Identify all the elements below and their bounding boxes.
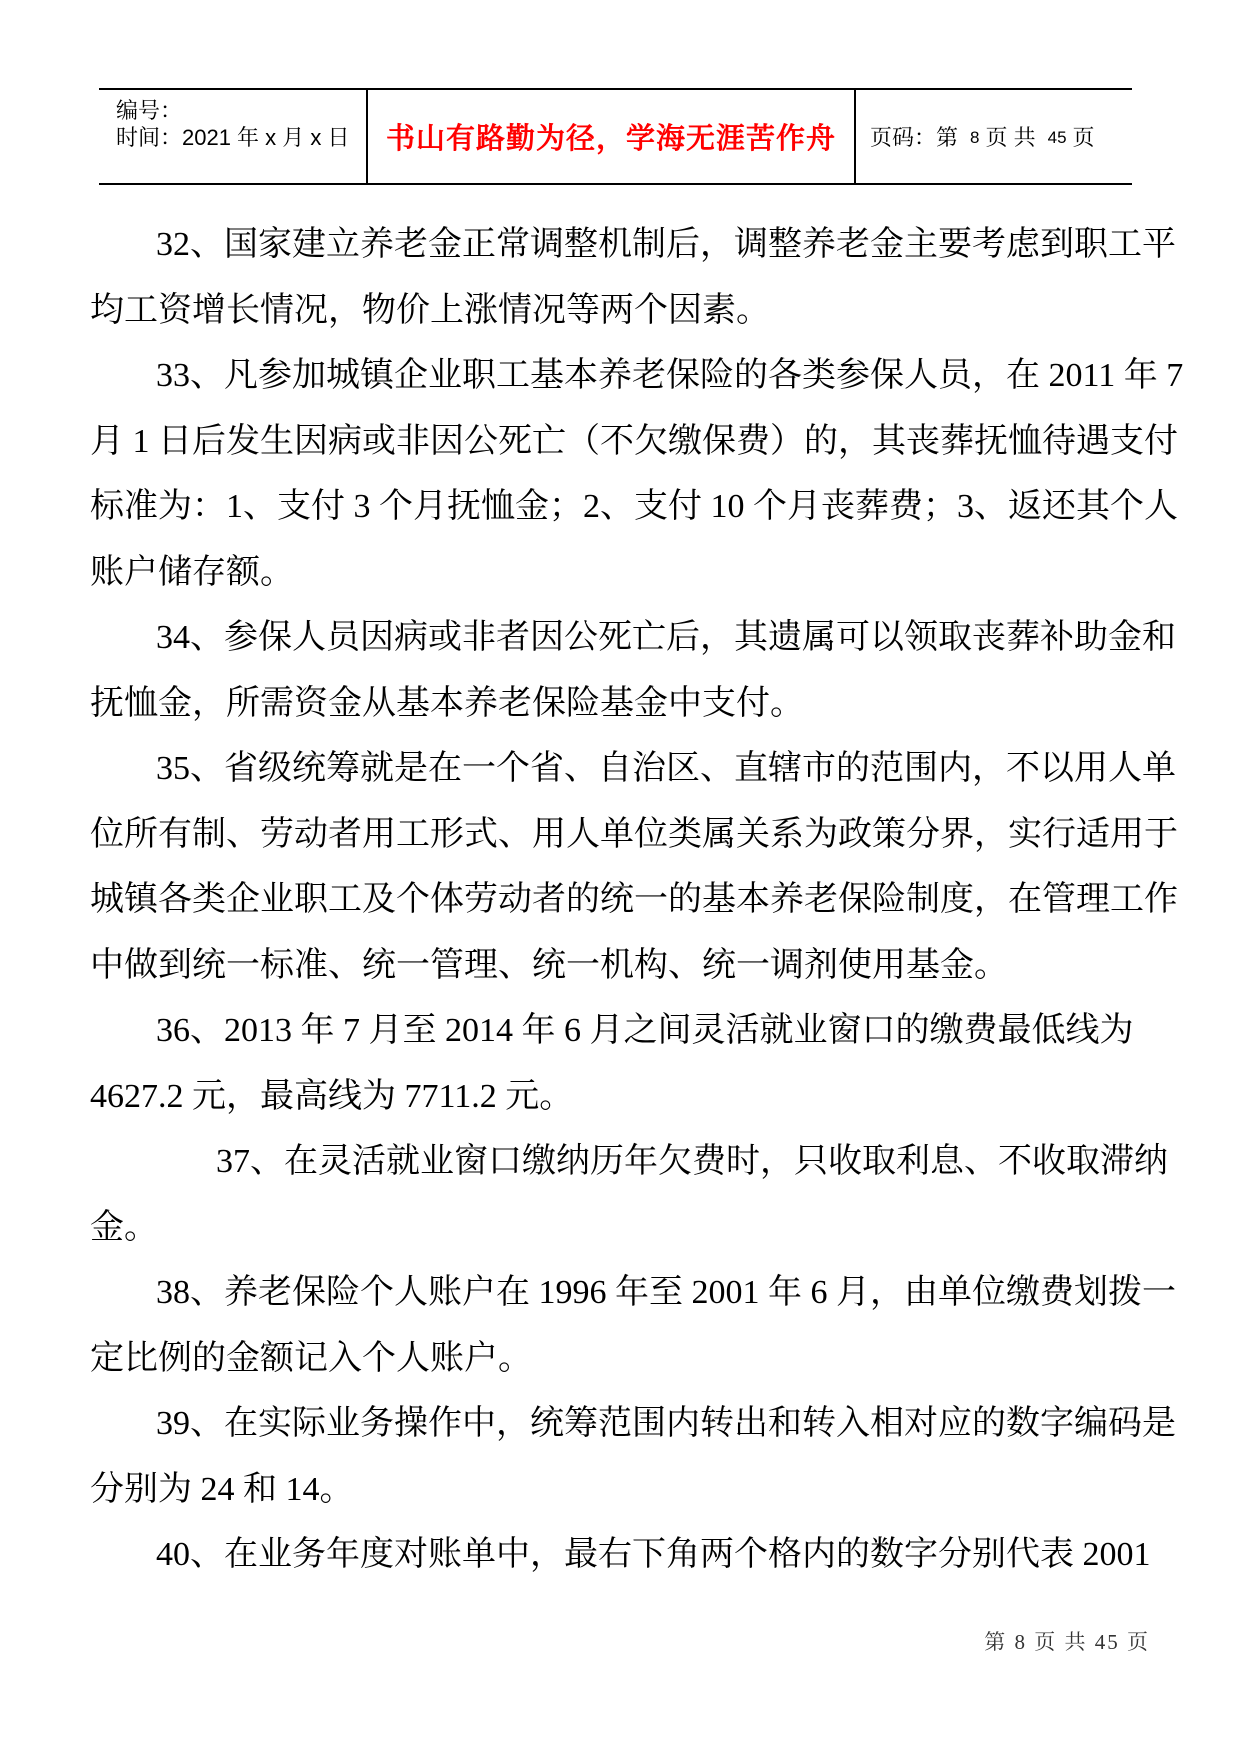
body-line-20: 分别为 24 和 14。 [90, 1470, 354, 1508]
body-line-21: 40、在业务年度对账单中，最右下角两个格内的数字分别代表 2001 [156, 1536, 1151, 1573]
body-line-4: 月 1 日后发生因病或非因公死亡（不欠缴保费）的，其丧葬抚恤待遇支付 [90, 422, 1178, 460]
body-line-9: 35、省级统筹就是在一个省、自治区、直辖市的范围内，不以用人单 [156, 750, 1176, 787]
body-line-14: 4627.2 元，最高线为 7711.2 元。 [90, 1077, 574, 1115]
header-table [99, 88, 1132, 185]
body-line-7: 34、参保人员因病或非者因公死亡后，其遗属可以领取丧葬补助金和 [156, 619, 1176, 656]
body-line-16: 金。 [90, 1208, 158, 1246]
header-meta-cell [99, 90, 366, 183]
header-slogan: 书山有路勤为径，学海无涯苦作舟 [385, 123, 836, 155]
header-page-prefix: 页码：第 [870, 125, 959, 150]
body-line-5: 标准为：1、支付 3 个月抚恤金；2、支付 10 个月丧葬费；3、返还其个人 [90, 488, 1178, 525]
body-line-2: 均工资增长情况，物价上涨情况等两个因素。 [90, 291, 770, 329]
body-line-10: 位所有制、劳动者用工形式、用人单位类属关系为政策分界，实行适用于 [90, 815, 1178, 853]
body-line-6: 账户储存额。 [90, 553, 294, 591]
body-line-8: 抚恤金，所需资金从基本养老保险基金中支付。 [90, 684, 804, 722]
header-page-current: 8 [970, 127, 980, 147]
body-line-17: 38、养老保险个人账户在 1996 年至 2001 年 6 月，由单位缴费划拨一 [156, 1274, 1176, 1311]
header-page-total: 45 [1047, 127, 1067, 147]
header-page-suffix: 页 [1072, 125, 1095, 150]
body-text [90, 212, 1213, 1588]
body-line-19: 39、在实际业务操作中，统筹范围内转出和转入相对应的数字编码是 [156, 1405, 1176, 1442]
body-line-15: 37、在灵活就业窗口缴纳历年欠费时，只收取利息、不收取滞纳 [216, 1143, 1168, 1180]
body-line-13: 36、2013 年 7 月至 2014 年 6 月之间灵活就业窗口的缴费最低线为 [156, 1012, 1134, 1049]
body-line-1: 32、国家建立养老金正常调整机制后，调整养老金主要考虑到职工平 [156, 226, 1176, 263]
body-line-11: 城镇各类企业职工及个体劳动者的统一的基本养老保险制度，在管理工作 [90, 881, 1178, 918]
body-line-12: 中做到统一标准、统一管理、统一机构、统一调剂使用基金。 [90, 946, 1008, 984]
header-page-cell [856, 90, 1132, 183]
header-page-mid: 页 共 [985, 125, 1036, 150]
header-time-label: 时间：2021 年 x 月 x 日 [116, 125, 350, 150]
footer-page-number: 第 8 页 共 45 页 [984, 1630, 1150, 1654]
header-number-label: 编号： [116, 98, 183, 123]
header-slogan-cell [366, 90, 856, 183]
body-line-18: 定比例的金额记入个人账户。 [90, 1339, 532, 1377]
body-line-3: 33、凡参加城镇企业职工基本养老保险的各类参保人员，在 2011 年 7 [156, 357, 1184, 394]
